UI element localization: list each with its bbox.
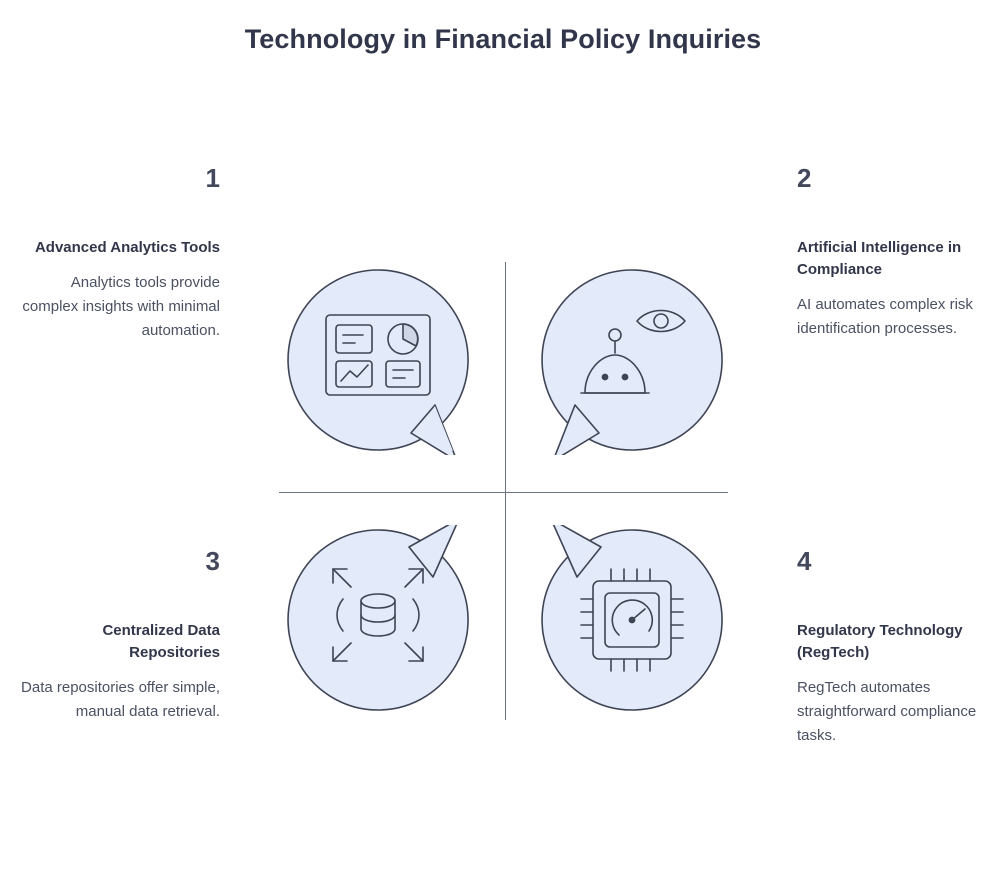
quadrant-4-body: RegTech automates straightforward compliance tasks.: [797, 678, 977, 744]
quadrant-2-heading: Artificial Intelligence in Compliance: [797, 239, 962, 278]
quadrant-4-bubble[interactable]: [537, 525, 727, 715]
quadrant-2-number: 2: [797, 163, 812, 193]
horizontal-divider: [279, 492, 728, 493]
quadrant-1-body: Analytics tools provide complex insights with minimal automation.: [22, 273, 220, 339]
quadrant-3-body: Data repositories offer simple, manual data retrieval.: [21, 678, 220, 720]
vertical-divider: [505, 262, 506, 720]
quadrant-4-heading: Regulatory Technology (RegTech): [797, 622, 963, 661]
page-title: Technology in Financial Policy Inquiries: [244, 24, 762, 54]
quadrant-1-heading: Advanced Analytics Tools: [34, 239, 220, 256]
quadrant-1-number: 1: [205, 163, 220, 193]
quadrant-2-bubble[interactable]: [537, 265, 727, 455]
quadrant-2-body: AI automates complex risk identification processes.: [797, 295, 973, 337]
quadrant-4-text: [797, 548, 997, 748]
quadrant-1-bubble[interactable]: [283, 265, 473, 455]
quadrant-2-text: [797, 165, 997, 341]
quadrant-3-text: [20, 548, 220, 724]
quadrant-1-text: [20, 165, 220, 343]
quadrant-3-number: 3: [205, 546, 220, 576]
quadrant-4-number: 4: [797, 546, 812, 576]
quadrant-3-heading: Centralized Data Repositories: [102, 622, 220, 661]
quadrant-3-bubble[interactable]: [283, 525, 473, 715]
